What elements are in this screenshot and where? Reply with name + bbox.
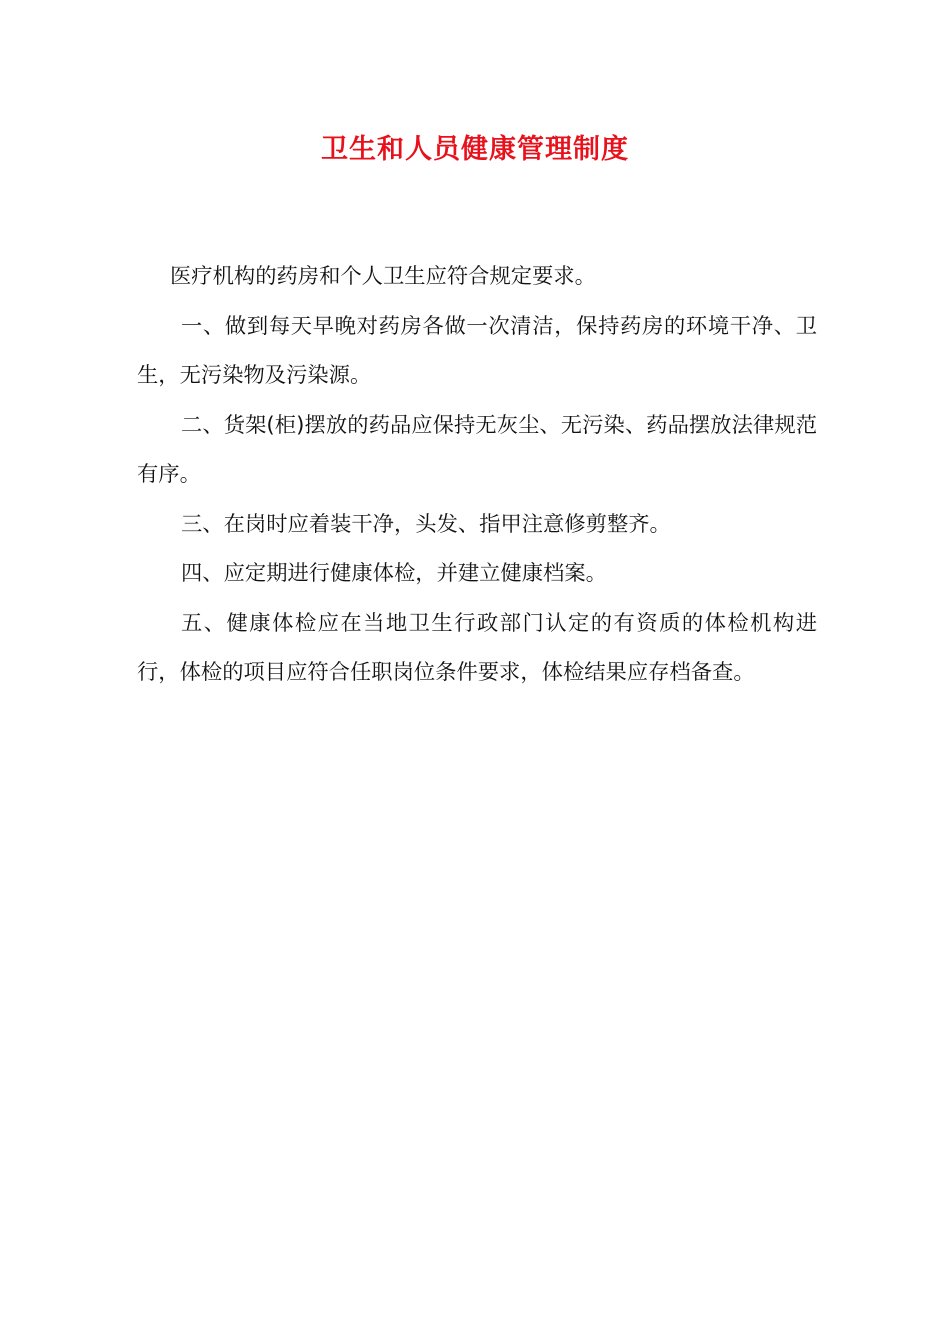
document-title: 卫生和人员健康管理制度: [321, 134, 629, 165]
rule-paragraph-2: 二、货架(柜)摆放的药品应保持无灰尘、无污染、药品摆放法律规范有序。: [137, 412, 817, 487]
intro-paragraph: 医疗机构的药房和个人卫生应符合规定要求。: [170, 264, 596, 289]
rule-paragraph-4: 四、应定期进行健康体检，并建立健康档案。: [181, 561, 607, 586]
document-body: [137, 252, 817, 698]
rule-paragraph-1: 一、做到每天早晚对药房各做一次清洁，保持药房的环境干净、卫生，无污染物及污染源。: [137, 313, 817, 388]
rule-paragraph-3: 三、在岗时应着装干净，头发、指甲注意修剪整齐。: [181, 511, 671, 537]
rule-paragraph-5: 五、健康体检应在当地卫生行政部门认定的有资质的体检机构进行，体检的项目应符合任职岗位条件要求，体检结果应存档备查。: [137, 610, 817, 685]
